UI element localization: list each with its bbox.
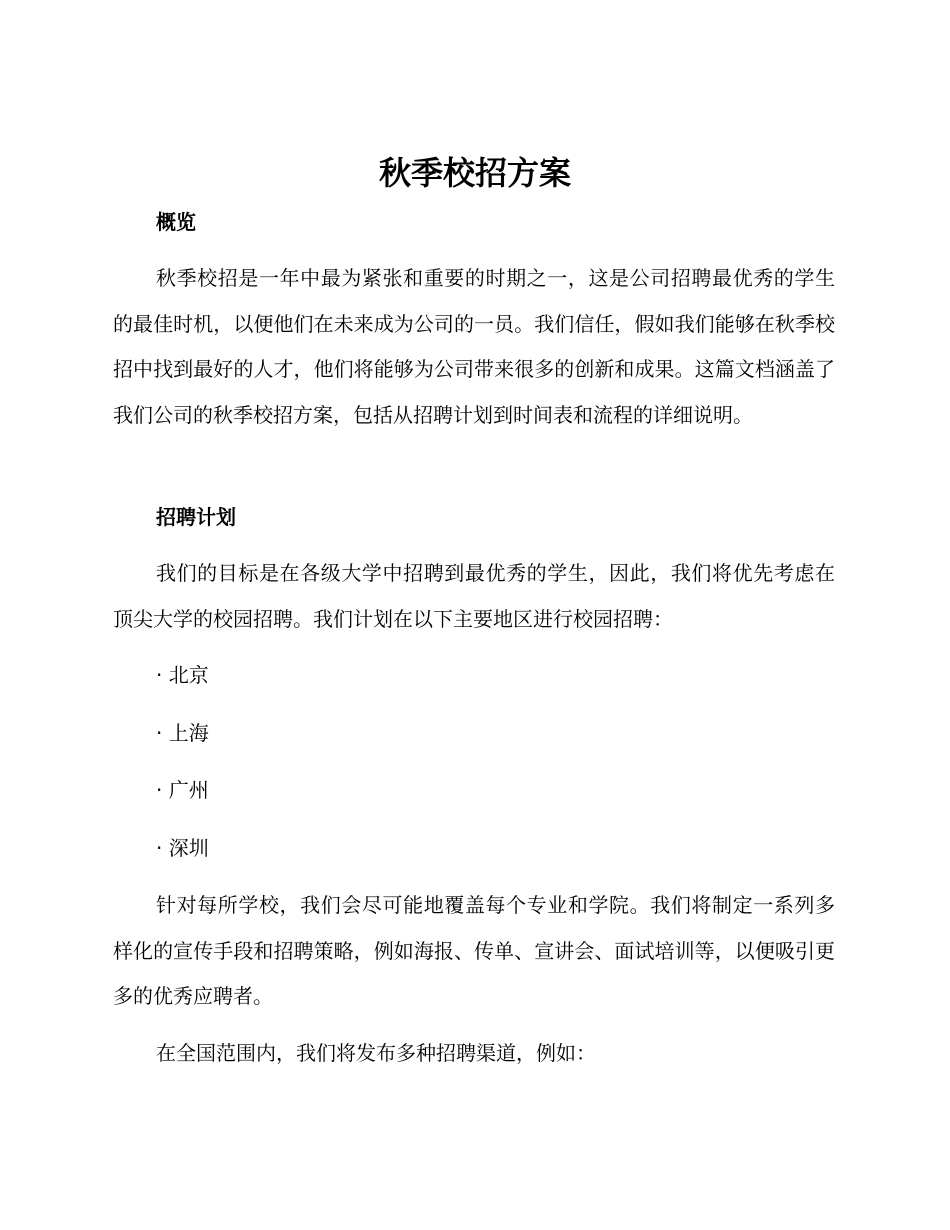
region-item: · 广州 bbox=[156, 778, 209, 802]
overview-paragraph: 秋季校招是一年中最为紧张和重要的时期之一，这是公司招聘最优秀的学生的最佳时机，以便他们在未来成为公司的一员。我们信任，假如我们能够在秋季校招中找到最好的人才，他们将能够为公司带来很多的创新和成果。这篇文档涵盖了我们公司的秋季校招方案，包括从招聘计划到时间表和流程的详细说明。 bbox=[113, 266, 835, 427]
section-heading-plan: 招聘计划 bbox=[156, 505, 236, 529]
section-heading-overview: 概览 bbox=[156, 210, 196, 234]
region-item: · 北京 bbox=[156, 663, 209, 687]
region-item: · 上海 bbox=[156, 721, 209, 745]
plan-paragraph-3: 在全国范围内，我们将发布多种招聘渠道，例如： bbox=[156, 1041, 596, 1065]
plan-paragraph-1: 我们的目标是在各级大学中招聘到最优秀的学生，因此，我们将优先考虑在顶尖大学的校园招聘。我们计划在以下主要地区进行校园招聘： bbox=[113, 561, 835, 631]
document-title: 秋季校招方案 bbox=[378, 154, 571, 192]
plan-paragraph-2: 针对每所学校，我们会尽可能地覆盖每个专业和学院。我们将制定一系列多样化的宣传手段和招聘策略，例如海报、传单、宣讲会、面试培训等，以便吸引更多的优秀应聘者。 bbox=[113, 893, 835, 1008]
region-item: · 深圳 bbox=[156, 836, 209, 860]
